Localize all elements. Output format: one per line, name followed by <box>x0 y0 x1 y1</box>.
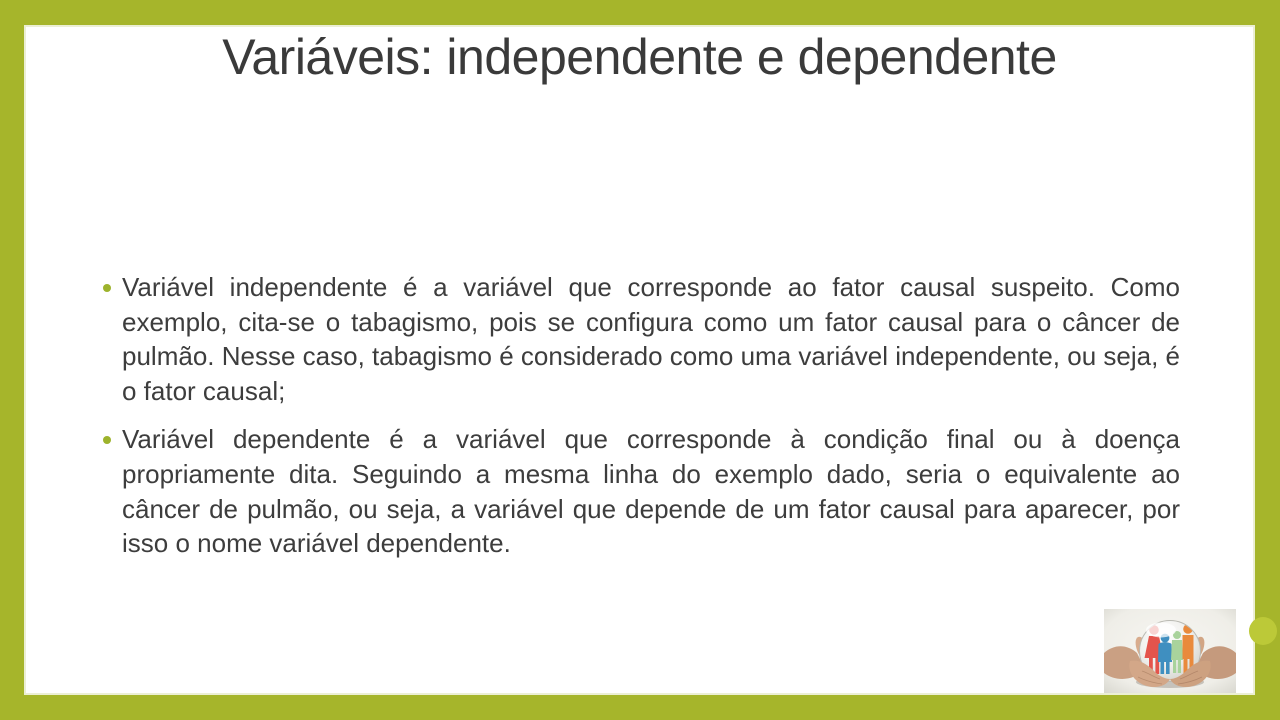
accent-circle-decoration <box>1249 617 1277 645</box>
bullet-item <box>122 422 1180 560</box>
bullet-list <box>122 270 1180 575</box>
slide-title: Variáveis: independente e dependente <box>222 29 1057 85</box>
bullet-text: Variável independente é a variável que corresponde ao fator causal suspeito. Como exemplo, cita-se o tabagismo, pois se configura como um fator causal para o câncer de pulmão. Nesse caso, tabagismo é considerado como uma variável independente, ou seja, é o fator causal; <box>122 272 1180 406</box>
slide-canvas <box>24 25 1255 695</box>
bullet-dot-icon <box>103 436 111 444</box>
bullet-item <box>122 270 1180 408</box>
bullet-dot-icon <box>103 284 111 292</box>
bullet-text: Variável dependente é a variável que corresponde à condição final ou à doença propriamente dita. Seguindo a mesma linha do exemplo dado, seria o equivalente ao câncer de pulmão, ou seja, a variável que depende de um fator causal para aparecer, por isso o nome variável dependente. <box>122 424 1180 559</box>
hands-holding-people-sphere-image <box>1104 609 1236 693</box>
